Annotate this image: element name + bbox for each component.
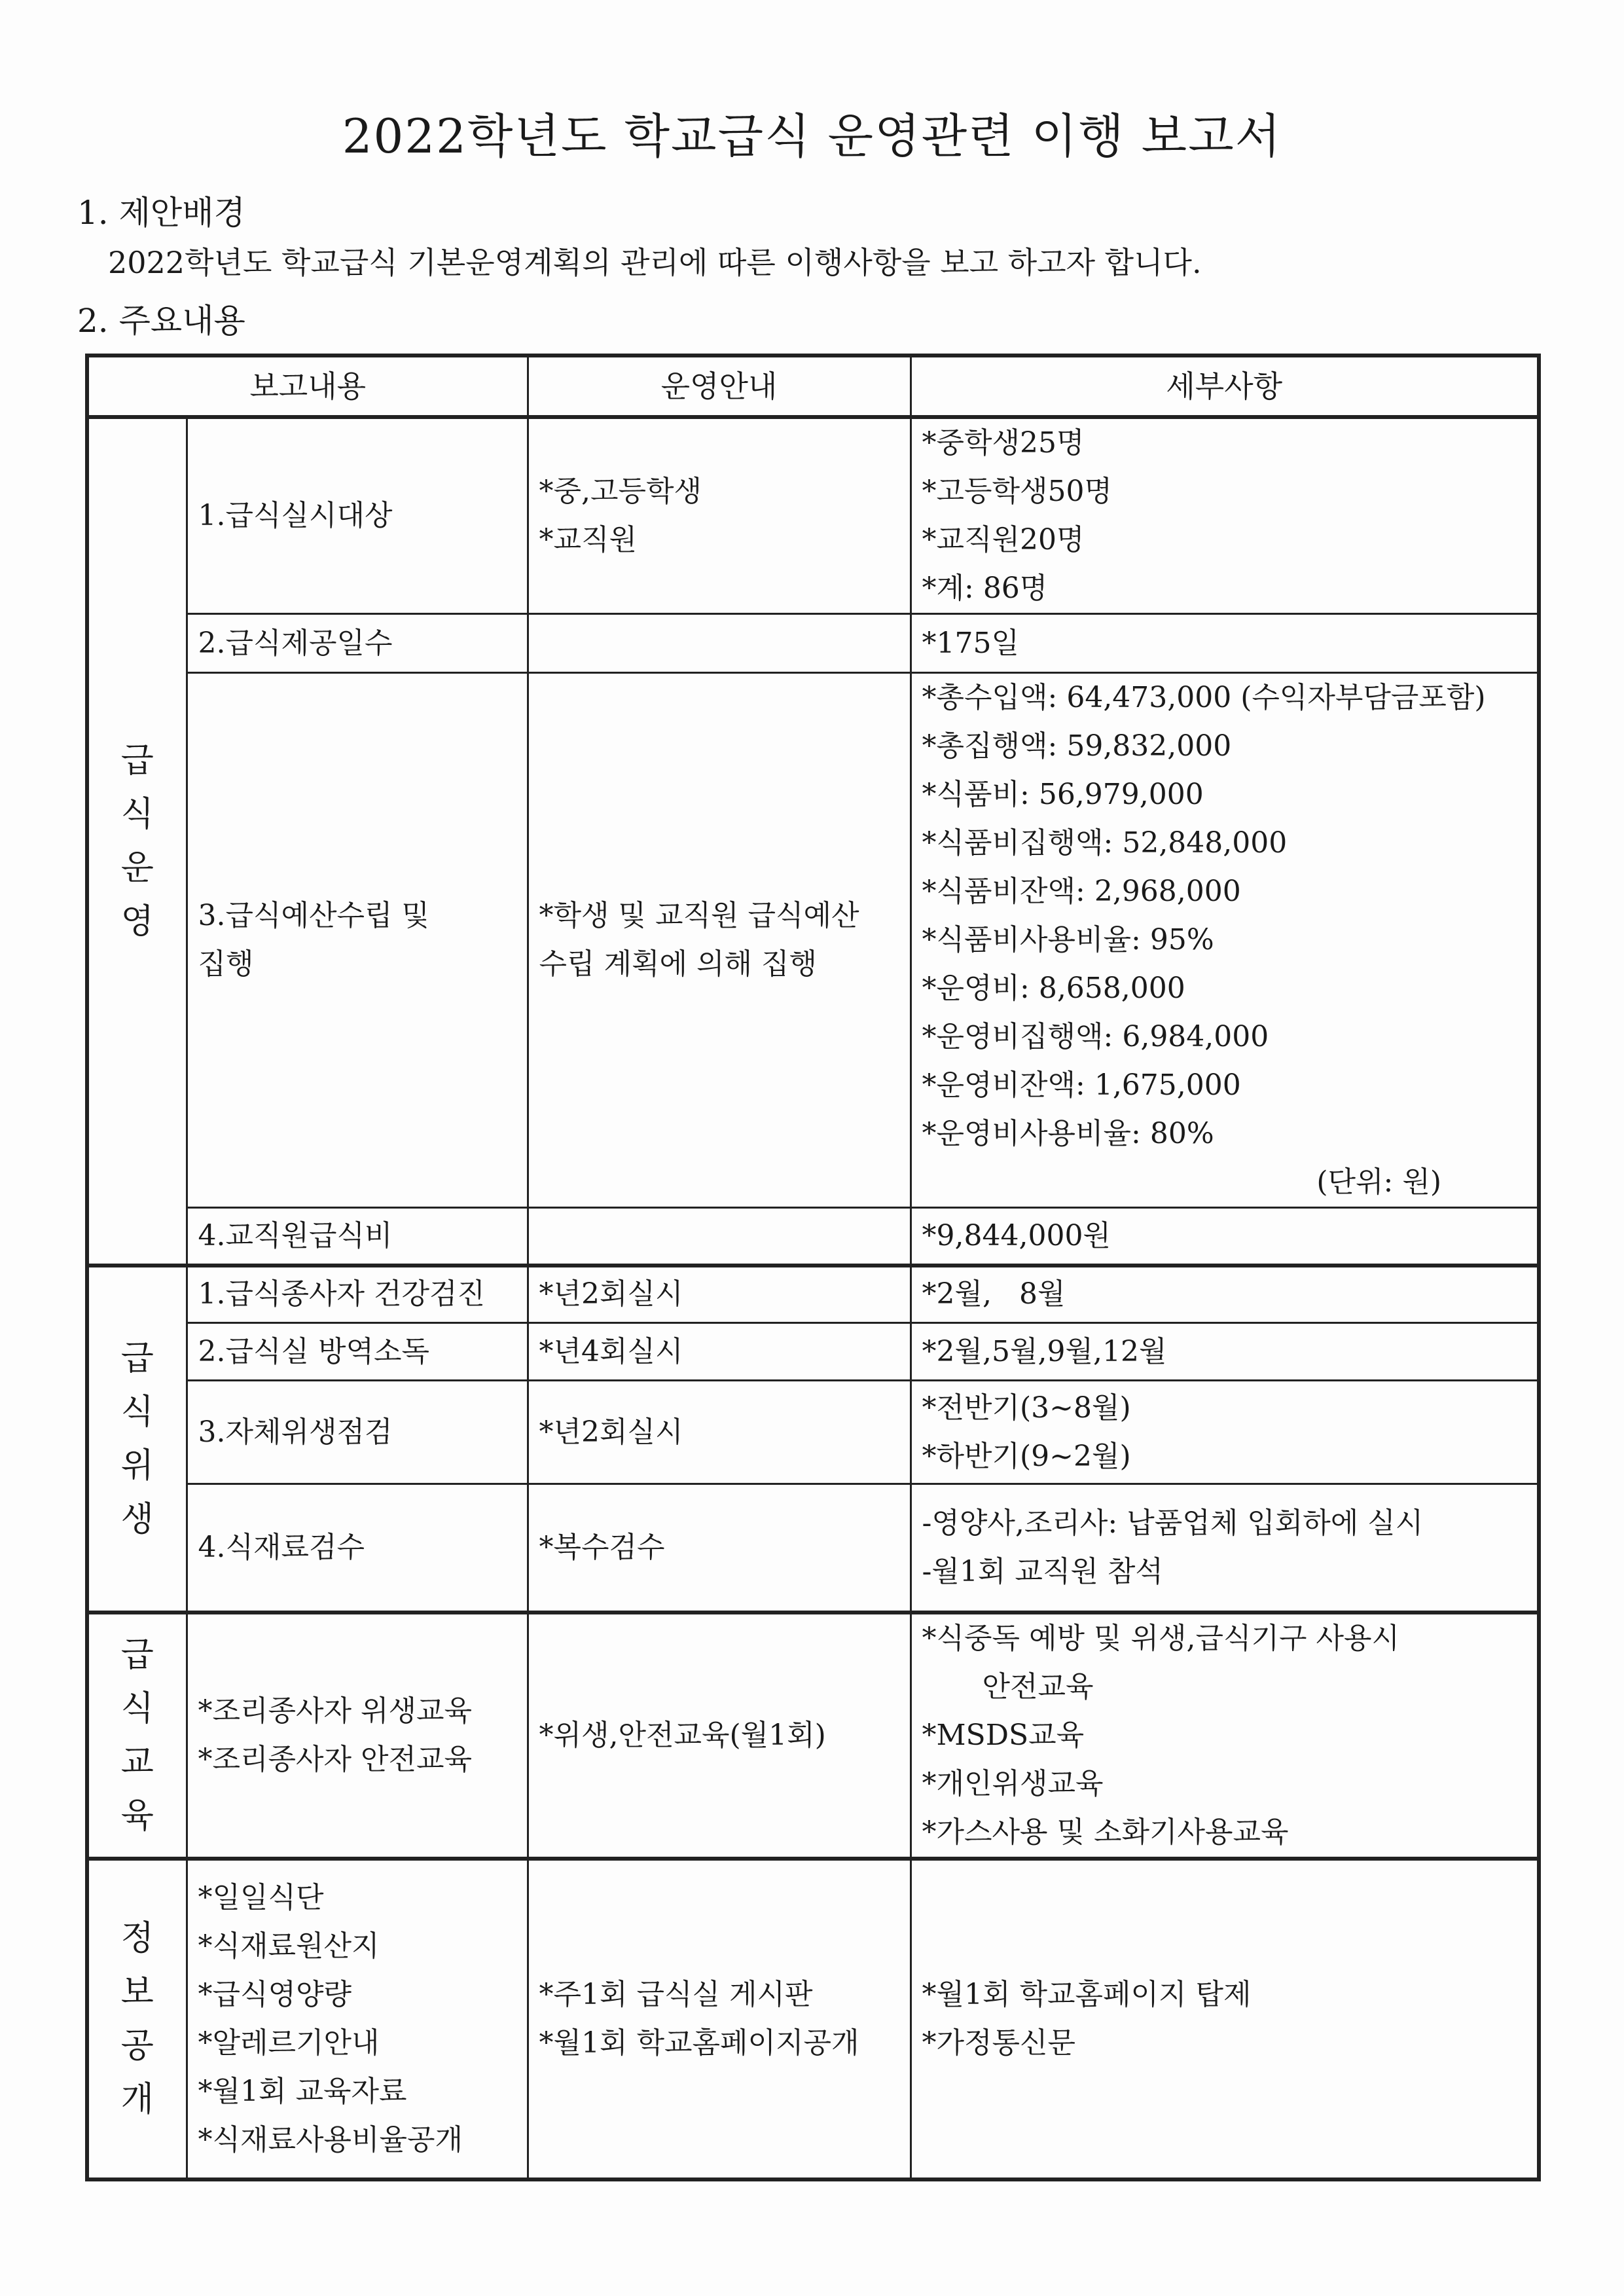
item-cell: *조리종사자 위생교육 *조리종사자 안전교육 <box>187 1613 528 1859</box>
details-cell: *9,844,000원 <box>911 1208 1539 1266</box>
guide-cell: *복수검수 <box>528 1484 911 1613</box>
header-operation-guide: 운영안내 <box>528 355 911 417</box>
table-row <box>87 614 1539 673</box>
table-row <box>87 673 1539 1208</box>
report-table <box>85 354 1541 2181</box>
header-details: 세부사항 <box>911 355 1539 417</box>
table-row <box>87 417 1539 614</box>
item-cell: *일일식단 *식재료원산지 *급식영양량 *알레르기안내 *월1회 교육자료 *식재료사용비율공개 <box>187 1859 528 2179</box>
guide-cell: *주1회 급식실 게시판 *월1회 학교홈페이지공개 <box>528 1859 911 2179</box>
guide-cell: *학생 및 교직원 급식예산 수립 계획에 의해 집행 <box>528 673 911 1208</box>
guide-cell: *년2회실시 <box>528 1266 911 1323</box>
group-label-info: 정보공개 <box>87 1859 187 2179</box>
document-title: 2022학년도 학교급식 운영관련 이행 보고서 <box>342 109 1282 164</box>
section-1-heading: 1. 제안배경 <box>77 194 245 232</box>
details-cell: *중학생25명 *고등학생50명 *교직원20명 *계: 86명 <box>911 417 1539 614</box>
details-cell: *2월, 8월 <box>911 1266 1539 1323</box>
table-row <box>87 1323 1539 1381</box>
item-cell: 3.급식예산수립 및 집행 <box>187 673 528 1208</box>
table-row <box>87 1484 1539 1613</box>
guide-cell: *위생,안전교육(월1회) <box>528 1613 911 1859</box>
guide-cell: *년2회실시 <box>528 1381 911 1484</box>
table-row <box>87 1208 1539 1266</box>
group-label-education: 급식교육 <box>87 1613 187 1859</box>
table-row <box>87 1381 1539 1484</box>
guide-cell: *년4회실시 <box>528 1323 911 1381</box>
group-label-hygiene: 급식위생 <box>87 1266 187 1613</box>
guide-cell: *중,고등학생 *교직원 <box>528 417 911 614</box>
item-cell: 2.급식실 방역소독 <box>187 1323 528 1381</box>
section-1-body: 2022학년도 학교급식 기본운영계획의 관리에 따른 이행사항을 보고 하고자 합니다. <box>108 245 1202 280</box>
table-row <box>87 1266 1539 1323</box>
details-cell: *총수입액: 64,473,000 (수익자부담금포함) *총집행액: 59,832,000 *식품비: 56,979,000 *식품비집행액: 52,848,000 *식품비잔액: 2,968,000 *식품비사용비율: 95% *운영비: 8,658,000 *운영비집행액: 6,984,000 *운영비잔액: 1,675,000 *운영비사용비율: 80% (단위: 원) <box>911 673 1539 1208</box>
table-header-row <box>87 355 1539 417</box>
item-cell: 4.교직원급식비 <box>187 1208 528 1266</box>
section-2-heading: 2. 주요내용 <box>77 302 245 340</box>
item-cell: 2.급식제공일수 <box>187 614 528 673</box>
details-cell: *월1회 학교홈페이지 탑제 *가정통신문 <box>911 1859 1539 2179</box>
header-report-content: 보고내용 <box>87 355 528 417</box>
unit-label: (단위: 원) <box>1316 1165 1441 1199</box>
details-cell: *2월,5월,9월,12월 <box>911 1323 1539 1381</box>
details-cell: -영양사,조리사: 납품업체 입회하에 실시 -월1회 교직원 참석 <box>911 1484 1539 1613</box>
item-cell: 3.자체위생점검 <box>187 1381 528 1484</box>
item-cell: 1.급식실시대상 <box>187 417 528 614</box>
guide-cell <box>528 614 911 673</box>
details-cell: *전반기(3~8월) *하반기(9~2월) <box>911 1381 1539 1484</box>
group-label-operation: 급식운영 <box>87 417 187 1266</box>
table-row <box>87 1859 1539 2179</box>
item-cell: 1.급식종사자 건강검진 <box>187 1266 528 1323</box>
item-cell: 4.식재료검수 <box>187 1484 528 1613</box>
details-cell: *식중독 예방 및 위생,급식기구 사용시 안전교육 *MSDS교육 *개인위생교육 *가스사용 및 소화기사용교육 <box>911 1613 1539 1859</box>
table-row <box>87 1613 1539 1859</box>
guide-cell <box>528 1208 911 1266</box>
details-cell: *175일 <box>911 614 1539 673</box>
